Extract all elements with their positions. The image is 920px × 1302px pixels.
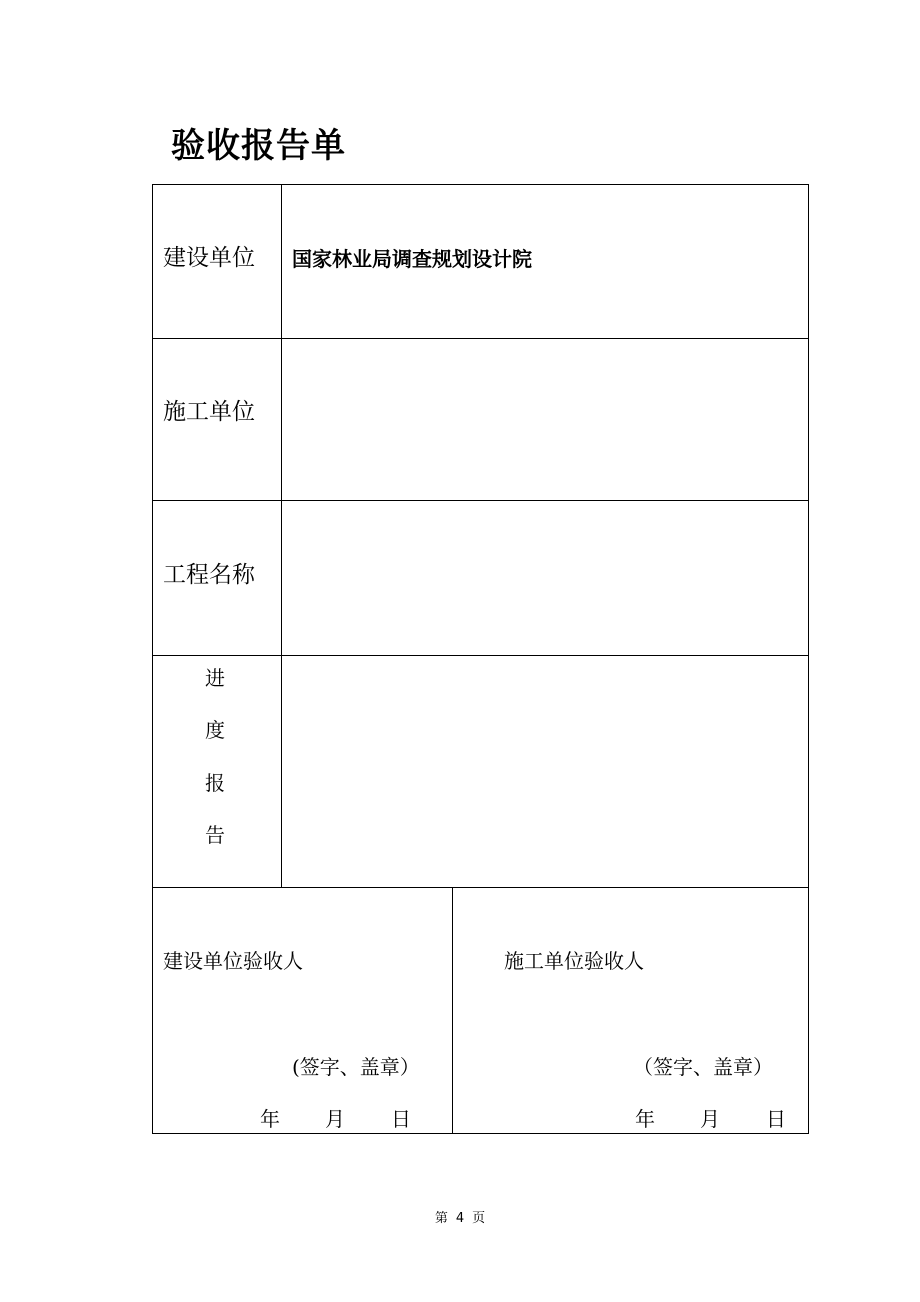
page-number: 4 — [455, 1211, 465, 1226]
label-column-divider — [281, 185, 282, 887]
construction-unit-value: 国家林业局调查规划设计院 — [292, 247, 532, 271]
owner-acceptor-label: 建设单位验收人 — [163, 949, 303, 973]
owner-signature-note: (签字、盖章） — [292, 1055, 420, 1079]
progress-report-label-char: 告 — [205, 823, 225, 847]
construction-unit-label: 建设单位 — [163, 245, 255, 271]
contractor-date-year: 年 — [635, 1107, 655, 1131]
document-title: 验收报告单 — [171, 126, 346, 166]
contractor-date-month: 月 — [700, 1107, 720, 1131]
page-footer — [0, 1207, 920, 1226]
contractor-date-day: 日 — [766, 1107, 786, 1131]
row-divider — [153, 887, 808, 888]
row-divider — [153, 338, 808, 339]
contractor-signature-note: （签字、盖章） — [633, 1055, 773, 1079]
owner-date-month: 月 — [325, 1107, 345, 1131]
page-footer-suffix: 页 — [472, 1211, 486, 1226]
page-footer-prefix: 第 — [434, 1211, 448, 1226]
contractor-acceptor-label: 施工单位验收人 — [504, 949, 644, 973]
owner-date-day: 日 — [391, 1107, 411, 1131]
progress-report-label-char: 报 — [205, 771, 225, 795]
signature-column-divider — [452, 887, 453, 1134]
contractor-unit-label: 施工单位 — [163, 399, 255, 425]
project-name-label: 工程名称 — [163, 562, 255, 588]
acceptance-form-table — [152, 184, 809, 1134]
row-divider — [153, 655, 808, 656]
owner-date-year: 年 — [260, 1107, 280, 1131]
row-divider — [153, 500, 808, 501]
progress-report-label-char: 度 — [205, 718, 225, 742]
progress-report-label-char: 进 — [205, 666, 225, 690]
